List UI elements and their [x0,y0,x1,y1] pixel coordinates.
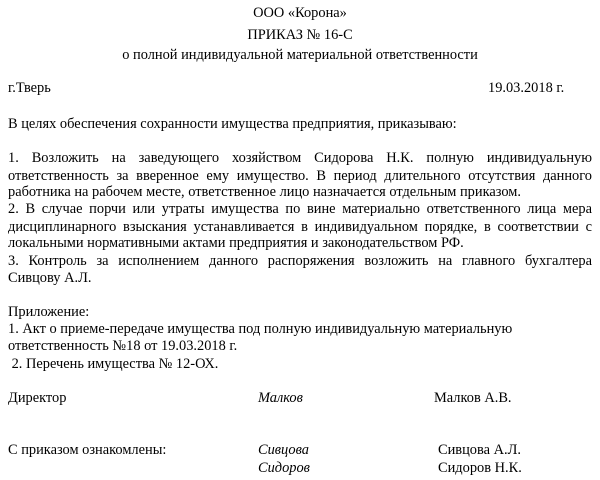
director-name: Малков А.В. [434,390,512,406]
director-signature: Малков [258,390,303,406]
appendix-line-2: ответственность №18 от 19.03.2018 г. [8,338,238,354]
intro-text: В целях обеспечения сохранности имущества предприятия, приказываю: [8,116,457,132]
item-1-line-2: ответственность за вверенное ему имущество. В период длительного отсутствия данного [8,168,592,184]
company-name: ООО «Корона» [253,5,347,21]
item-3-line-2: Сивцову А.Л. [8,270,92,286]
acquainted-label: С приказом ознакомлены: [8,442,167,458]
item-1-line-1: 1. Возложить на заведующего хозяйством Сидорова Н.К. полную индивидуальную [8,150,592,166]
order-number: ПРИКАЗ № 16-С [247,27,353,43]
director-label: Директор [8,390,67,406]
item-2-line-3: локальными нормативными актами предприятия и законодательством РФ. [8,235,464,251]
appendix-title: Приложение: [8,304,90,320]
item-3-line-1: 3. Контроль за исполнением данного распоряжения возложить на главного бухгалтера [8,253,592,269]
city: г.Тверь [8,80,51,96]
order-date: 19.03.2018 г. [488,80,565,96]
acquainted-name-2: Сидоров Н.К. [438,460,522,476]
appendix-line-1: 1. Акт о приеме-передаче имущества под полную индивидуальную материальную [8,321,513,337]
item-2-line-1: 2. В случае порчи или утраты имущества по вине материально ответственного лица мера [8,201,592,217]
item-1-line-3: работника на рабочем месте, ответственное лицо назначается отдельным приказом. [8,184,521,200]
appendix-line-3: 2. Перечень имущества № 12-ОХ. [8,356,219,372]
acquainted-signature-1: Сивцова [258,442,309,458]
acquainted-signature-2: Сидоров [258,460,310,476]
item-2-line-2: дисциплинарного взыскания устанавливается в индивидуальном порядке, в соответствии с [8,219,592,235]
order-subject: о полной индивидуальной материальной ответственности [122,47,478,63]
acquainted-name-1: Сивцова А.Л. [438,442,521,458]
